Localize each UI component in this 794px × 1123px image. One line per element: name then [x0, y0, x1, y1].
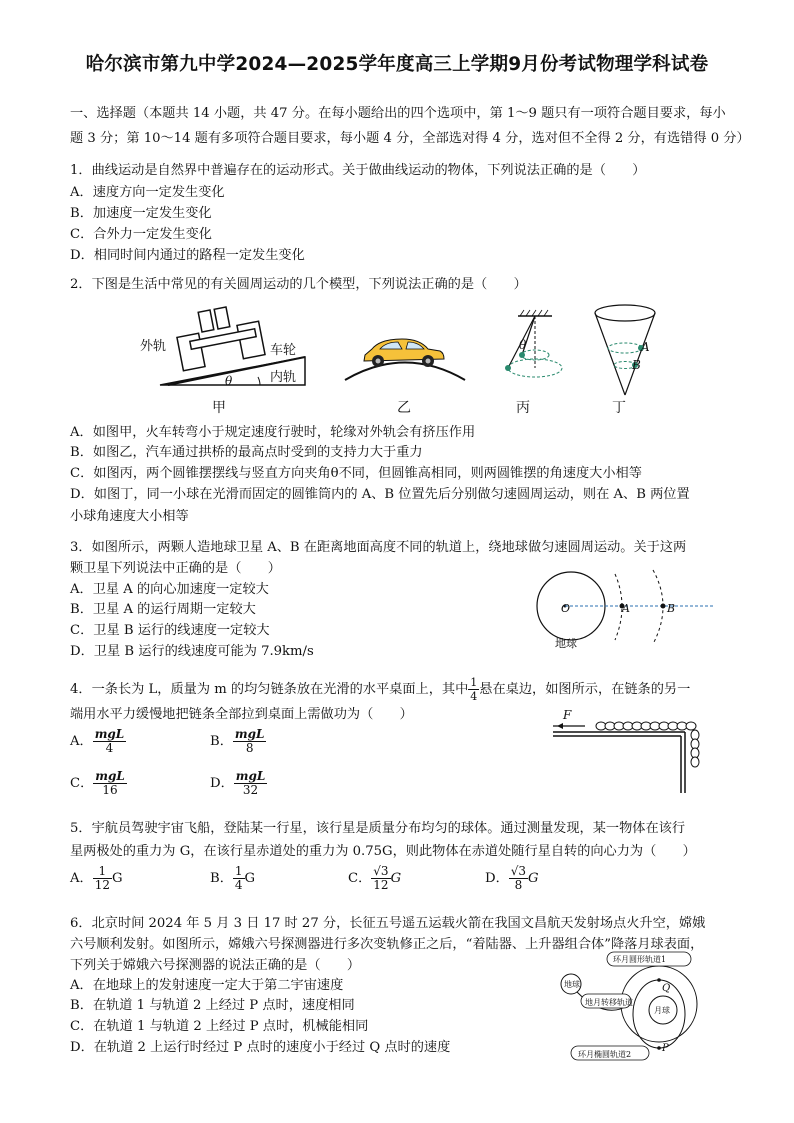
fig-ding-a-label: A: [641, 340, 650, 354]
q5-option-b-suffix: G: [244, 871, 256, 886]
q3-stem-line1: 3．如图所示，两颗人造地球卫星 A、B 在距离地面高度不同的轨道上，绕地球做匀速圆周运动。关于这两: [70, 540, 687, 555]
q5-option-c-den: 12: [373, 878, 389, 892]
q5-option-a-suffix: G: [112, 871, 123, 886]
fig-ding-b-label: B: [632, 358, 641, 372]
q5-option-d-num: √3: [510, 864, 527, 878]
q3-option-a: A．卫星 A 的向心加速度一定较大: [70, 582, 269, 597]
fig-ding-caption: 丁: [612, 400, 626, 416]
q2-option-d-cont: 小球角速度大小相等: [70, 509, 189, 524]
q1-option-a: A．速度方向一定发生变化: [70, 185, 225, 200]
q5-option-a: [70, 865, 123, 892]
page-title: 哈尔滨市第九中学2024—2025学年度高三上学期9月份考试物理学科试卷: [85, 54, 709, 75]
q5-option-c-num: √3: [373, 864, 389, 878]
q5-option-b-letter: B．: [210, 871, 233, 886]
q6-stem-line1: 6．北京时间 2024 年 5 月 3 日 17 时 27 分，长征五号遥五运载火箭在我国文昌航天发射场点火升空，嫦娥: [70, 916, 706, 931]
q4-option-b: [210, 728, 266, 755]
fig-q3-earth-label: 地球: [555, 637, 577, 650]
fig-yi-caption: 乙: [397, 400, 411, 416]
q3-option-d: D．卫星 B 运行的线速度可能为 7.9km/s: [70, 644, 314, 659]
q5-option-c-frac: [371, 865, 390, 892]
figure-q6-lunar-orbits: [555, 950, 715, 1065]
fig-q6-orbit2-label: 环月椭圆轨道2: [578, 1050, 632, 1059]
q4-option-d-num: mgL: [235, 769, 266, 783]
q6-option-a: A．在地球上的发射速度一定大于第二宇宙速度: [70, 978, 344, 993]
fig-q6-q-label: Q: [662, 983, 671, 994]
fig-jia-outer-rail-label: 外轨: [140, 339, 167, 354]
fig-q4-force-label: F: [563, 708, 572, 722]
q4-stem-line2: 端用水平力缓慢地把链条全部拉到桌面上需做功为（ ）: [70, 707, 413, 722]
q1-option-b: B．加速度一定发生变化: [70, 206, 212, 221]
fig-q3-o-label: O: [561, 602, 571, 615]
figure-yi-car-bridge: [340, 325, 470, 385]
q4-inline-fraction: [468, 676, 479, 703]
fig-bing-caption: 丙: [516, 400, 530, 416]
q5-option-d-den: 8: [514, 878, 523, 892]
fig-jia-wheel-label: 车轮: [270, 343, 297, 358]
q4-fraction-den: 4: [470, 690, 478, 703]
q2-option-a: A．如图甲，火车转弯小于规定速度行驶时，轮缘对外轨会有挤压作用: [70, 425, 476, 440]
q5-stem-line2: 星两极处的重力为 G，在该行星赤道处的重力为 0.75G，则此物体在赤道处随行星自转的向心力为（ ）: [70, 844, 696, 859]
q5-option-b-frac: [233, 865, 245, 892]
q5-option-a-letter: A．: [70, 871, 93, 886]
q2-stem: 2．下图是生活中常见的有关圆周运动的几个模型，下列说法正确的是（ ）: [70, 277, 527, 292]
figure-bing-conical-pendulum: [490, 310, 570, 390]
q4-option-b-den: 8: [245, 741, 254, 755]
q3-option-b: B．卫星 A 的运行周期一定较大: [70, 602, 256, 617]
q6-stem-line2: 六号顺利发射。如图所示，嫦娥六号探测器进行多次变轨修正之后，“着陆器、上升器组合体”降落月球表面，: [70, 937, 704, 952]
q6-option-d: D．在轨道 2 上运行时经过 P 点时的速度小于经过 Q 点时的速度: [70, 1040, 451, 1055]
q5-option-b: [210, 865, 255, 892]
q3-stem-line2: 颗卫星下列说法中正确的是（ ）: [70, 561, 281, 576]
fig-q3-b-label: B: [667, 602, 676, 615]
q4-option-c-letter: C．: [70, 776, 94, 791]
q4-option-a-frac: [93, 728, 127, 755]
q4-option-a-num: mgL: [94, 727, 125, 741]
q4-option-a-den: 4: [105, 741, 114, 755]
q2-option-b: B．如图乙，汽车通过拱桥的最高点时受到的支持力大于重力: [70, 445, 423, 460]
q2-option-c: C．如图丙，两个圆锥摆摆线与竖直方向夹角θ不同，但圆锥高相同，则两圆锥摆的角速度大小相等: [70, 466, 642, 481]
q4-option-c-frac: [93, 770, 127, 797]
q6-option-c: C．在轨道 1 与轨道 2 上经过 P 点时，机械能相同: [70, 1019, 369, 1034]
q5-option-d-letter: D．: [485, 871, 509, 886]
q2-option-d: D．如图丁，同一小球在光滑而固定的圆锥筒内的 A、B 位置先后分别做匀速圆周运动，则在 A、B 两位置: [70, 487, 690, 502]
q4-option-d-frac: [234, 770, 268, 797]
q3-option-c: C．卫星 B 运行的线速度一定较大: [70, 623, 270, 638]
q4-option-b-num: mgL: [234, 727, 265, 741]
q4-option-d: [210, 770, 267, 797]
q1-stem: 1．曲线运动是自然界中普遍存在的运动形式。关于做曲线运动的物体，下列说法正确的是（ ）: [70, 163, 646, 178]
q4-option-d-letter: D．: [210, 776, 234, 791]
fig-q6-transfer-label: 地月转移轨道: [585, 998, 633, 1007]
fig-q6-orbit1-label: 环月圆形轨道1: [613, 955, 667, 964]
fig-jia-caption: 甲: [212, 400, 226, 416]
section-instructions-line1: 一、选择题（本题共 14 小题，共 47 分。在每小题给出的四个选项中，第 1～9 题只有一项符合题目要求，每小: [70, 106, 726, 121]
fig-q3-a-label: A: [622, 602, 630, 615]
q5-option-a-num: 1: [93, 865, 112, 879]
q4-option-c-den: 16: [102, 783, 118, 797]
q5-option-b-num: 1: [234, 864, 243, 878]
q1-option-d: D．相同时间内通过的路程一定发生变化: [70, 248, 305, 263]
q4-option-b-letter: B．: [210, 734, 233, 749]
q5-option-d: [485, 865, 539, 892]
q6-option-b: B．在轨道 1 与轨道 2 上经过 P 点时，速度相同: [70, 998, 355, 1013]
q1-option-c: C．合外力一定发生变化: [70, 227, 212, 242]
figure-ding-cone: [592, 303, 662, 398]
figure-q4-chain-table: [553, 708, 723, 793]
q5-stem-line1: 5．宇航员驾驶宇宙飞船，登陆某一行星，该行星是质量分布均匀的球体。通过测量发现，某一物体在该行: [70, 821, 686, 836]
q5-option-c: [348, 865, 401, 892]
q4-stem-line1: [70, 676, 690, 703]
q4-option-c-num: mgL: [95, 769, 125, 783]
fig-q6-earth-label: 地球: [564, 980, 580, 989]
fig-q6-p-label: P: [662, 1043, 669, 1054]
fig-jia-theta-label: θ: [225, 374, 233, 388]
q5-option-d-suffix: G: [528, 871, 539, 886]
q4-stem-part2: 悬在桌边，如图所示，在链条的另一: [479, 682, 691, 697]
q5-option-d-frac: [509, 865, 528, 892]
q4-option-d-den: 32: [242, 783, 259, 797]
fig-q6-moon-label: 月球: [654, 1006, 670, 1015]
q5-option-c-letter: C．: [348, 871, 372, 886]
section-instructions-line2: 题 3 分；第 10～14 题有多项符合题目要求，每小题 4 分，全部选对得 4 分，选对但不全得 2 分，有选错得 0 分）: [70, 131, 750, 146]
fig-jia-inner-rail-label: 内轨: [270, 370, 297, 385]
q4-options-row1: [70, 728, 126, 755]
q4-stem-part1: 4．一条长为 L，质量为 m 的均匀链条放在光滑的水平桌面上，其中: [70, 682, 469, 697]
q4-option-b-frac: [233, 728, 267, 755]
q4-fraction-num: 1: [470, 676, 478, 689]
fig-bing-theta-label: θ: [519, 338, 527, 352]
q6-stem-line3: 下列关于嫦娥六号探测器的说法正确的是（ ）: [70, 958, 361, 973]
q5-option-b-den: 4: [234, 878, 243, 892]
q4-options-row2: [70, 770, 127, 797]
q5-option-a-den: 12: [94, 878, 110, 892]
q5-option-a-frac: [93, 865, 112, 892]
q5-option-c-suffix: G: [390, 871, 402, 886]
q4-option-a-letter: A．: [70, 734, 93, 749]
